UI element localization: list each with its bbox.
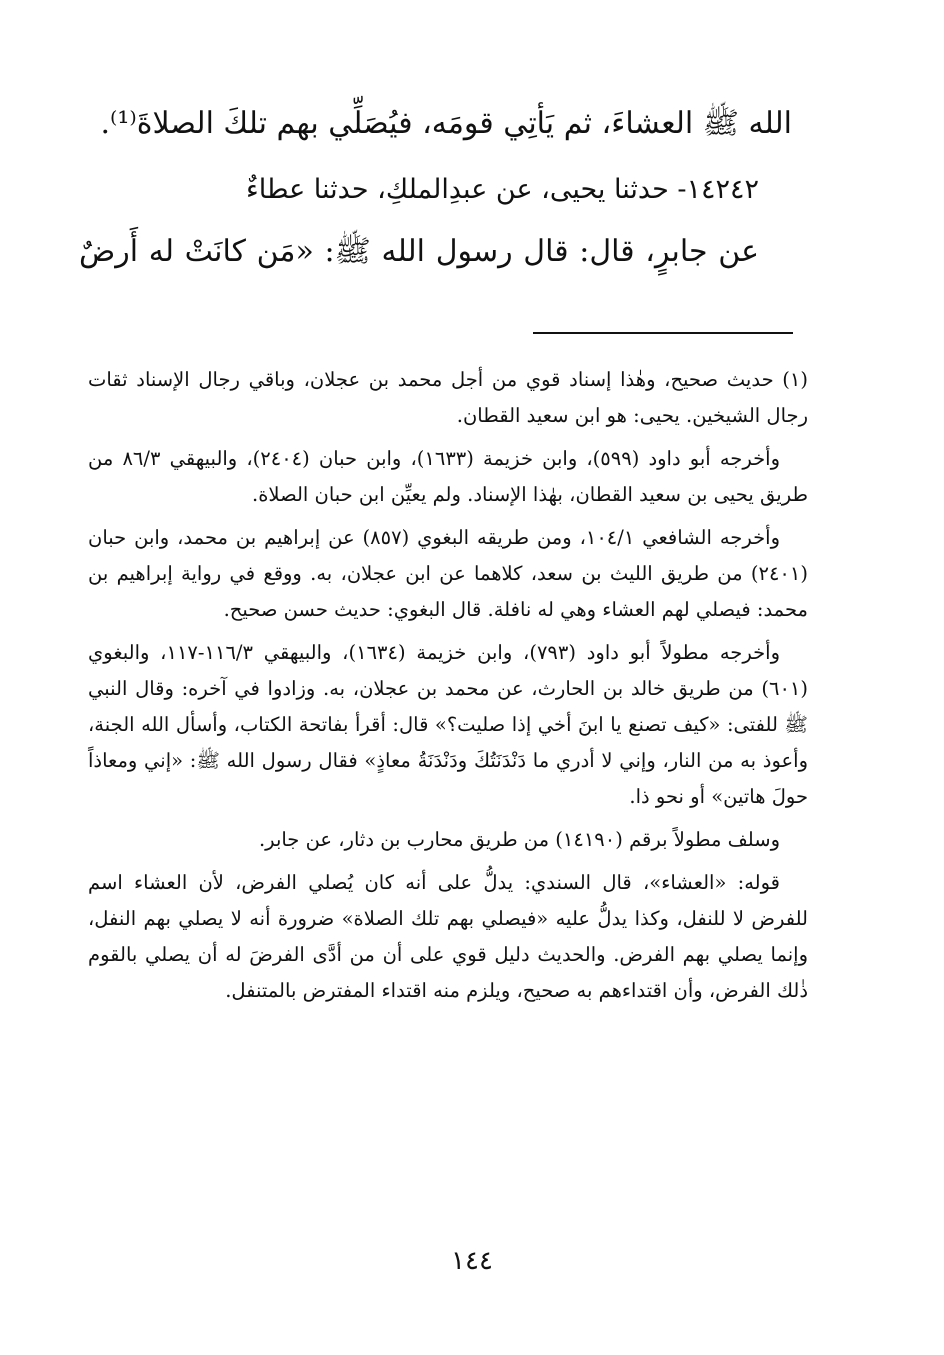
footnote-paragraph: وأخرجه الشافعي ١٠٤/١، ومن طريقه البغوي (٨٥٧) عن إبراهيم بن محمد، وابن حبان (٢٤٠١) من طريق الليث بن سعد، كلاهما عن ابن عجلان، به. ووقع في رواية إبراهيم بن محمد: فيصلي لهم العشاء وهي له نافلة. قال البغوي: حديث حسن صحيح. xyxy=(88,526,808,621)
main-text-line-2: ١٤٢٤٢- حدثنا يحيى، عن عبدِالملكِ، حدثنا عطاءٌ xyxy=(246,174,759,205)
footnote-paragraph: قوله: «العشاء»، قال السندي: يدلُّ على أنه كان يُصلي الفرض، لأن العشاء اسم للفرض لا للنفل، وكذا يدلُّ عليه «فيصلي بهم تلك الصلاة» ضرورة أنه لا يصلي بهم النفل، وإنما يصلي بهم الفرض. والحديث دليل قوي على أن من أدَّى الفرضَ له أن يصلي بالقوم ذٰلك الفرض، وأن اقتداءهم به صحيح، ويلزم منه اقتداء المفترض بالمتنفل. xyxy=(88,871,808,1002)
footnote-paragraph: وأخرجه مطولاً أبو داود (٧٩٣)، وابن خزيمة (١٦٣٤)، والبيهقي ١١٦/٣-١١٧، والبغوي (٦٠١) من طريق خالد بن الحارث، عن محمد بن عجلان، به. وزادوا في آخره: وقال النبي ﷺ للفتى: «كيف تصنع يا ابنَ أخي إذا صليت؟» قال: أقرأ بفاتحة الكتاب، وأسأل الله الجنة، وأعوذ به من النار، وإني لا أدري ما دَنْدَنَتُكَ ودَنْدَنَةُ معاذٍ» فقال رسول الله ﷺ: «إني ومعاذاً حولَ هاتين» أو نحو ذا. xyxy=(88,641,808,808)
page-number: ١٤٤ xyxy=(451,1246,493,1276)
main-text-line-3: عن جابرٍ، قال: قال رسول الله ﷺ: «مَن كانَتْ له أَرضٌ xyxy=(79,234,759,269)
main-text-line-1: الله ﷺ العشاءَ، ثم يَأتِي قومَه، فيُصَلِّي بهم تلكَ الصلاةَ⁽¹⁾. xyxy=(100,106,792,141)
footnote-separator xyxy=(533,332,793,334)
footnote-paragraph: (١) حديث صحيح، وهٰذا إسناد قوي من أجل محمد بن عجلان، وباقي رجال الإسناد ثقات رجال الشيخين. يحيى: هو ابن سعيد القطان. xyxy=(88,368,808,427)
footnote-paragraph: وسلف مطولاً برقم (١٤١٩٠) من طريق محارب بن دثار، عن جابر. xyxy=(258,828,780,851)
footnotes xyxy=(88,362,808,1016)
footnote-paragraph: وأخرجه أبو داود (٥٩٩)، وابن خزيمة (١٦٣٣)، وابن حبان (٢٤٠٤)، والبيهقي ٨٦/٣ من طريق يحيى بن سعيد القطان، بهٰذا الإسناد. ولم يعيِّن ابن حبان الصلاة. xyxy=(88,447,808,506)
